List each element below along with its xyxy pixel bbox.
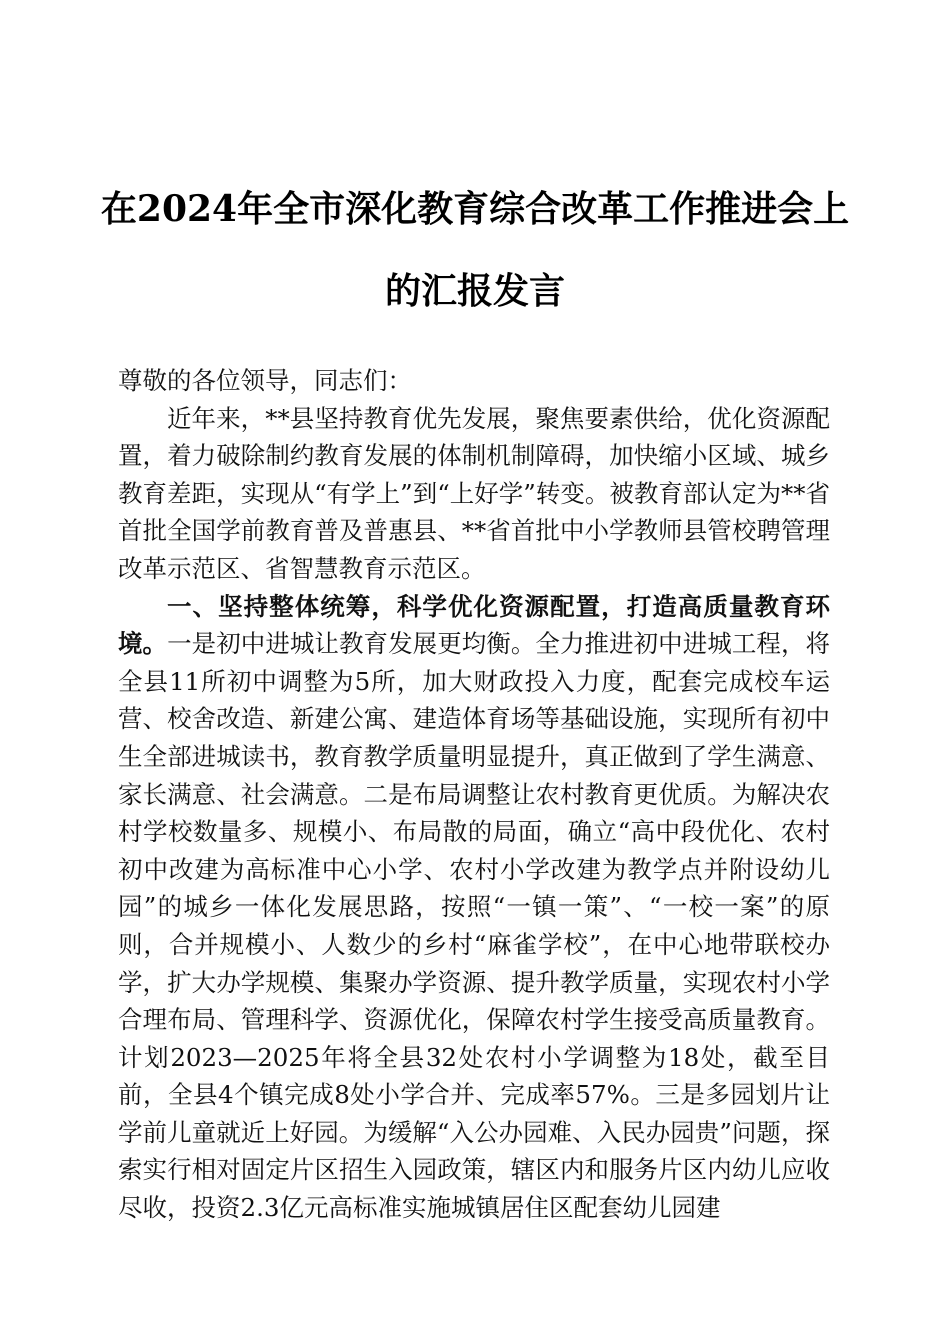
document-body [118,362,830,1227]
salutation: 尊敬的各位领导，同志们： [118,366,412,395]
paragraph-section-one [118,588,830,1227]
paragraph-text: 一是初中进城让教育发展更均衡。全力推进初中进城工程，将全县11所初中调整为5所，加大财政投入力度，配套完成校车运营、校舍改造、新建公寓、建造体育场等基础设施，实现所有初中生全部进城读书，教育教学质量明显提升，真正做到了学生满意、家长满意、社会满意。二是布局调整让农村教育更优质。为解决农村学校数量多、规模小、布局散的局面，确立“高中段优化、农村初中改建为高标准中心小学、农村小学改建为教学点并附设幼儿园”的城乡一体化发展思路，按照“一镇一策”、“一校一案”的原则，合并规模小、人数少的乡村“麻雀学校”，在中心地带联校办学，扩大办学规模、集聚办学资源、提升教学质量，实现农村小学合理布局、管理科学、资源优化，保障农村学生接受高质量教育。计划2023—2025年将全县32处农村小学调整为18处，截至目前，全县4个镇完成8处小学合并、完成率57%。三是多园划片让学前儿童就近上好园。为缓解“入公办园难、入民办园贵”问题，探索实行相对固定片区招生入园政策，辖区内和服务片区内幼儿应收尽收，投资2.3亿元高标准实施城镇居住区配套幼儿园建 [118,629,830,1223]
paragraph-text: 近年来，**县坚持教育优先发展，聚焦要素供给，优化资源配置，着力破除制约教育发展的体制机制障碍，加快缩小区域、城乡教育差距，实现从“有学上”到“上好学”转变。被教育部认定为**省首批全国学前教育普及普惠县、**省首批中小学教师县管校聘管理改革示范区、省智慧教育示范区。 [118,403,830,583]
paragraph-intro [118,400,830,588]
document-title: 在2024年全市深化教育综合改革工作推进会上的汇报发言 [100,188,850,312]
section-heading: 一、坚持整体统筹，科学优化资源配置，打造高质量教育环境。 [118,591,830,659]
